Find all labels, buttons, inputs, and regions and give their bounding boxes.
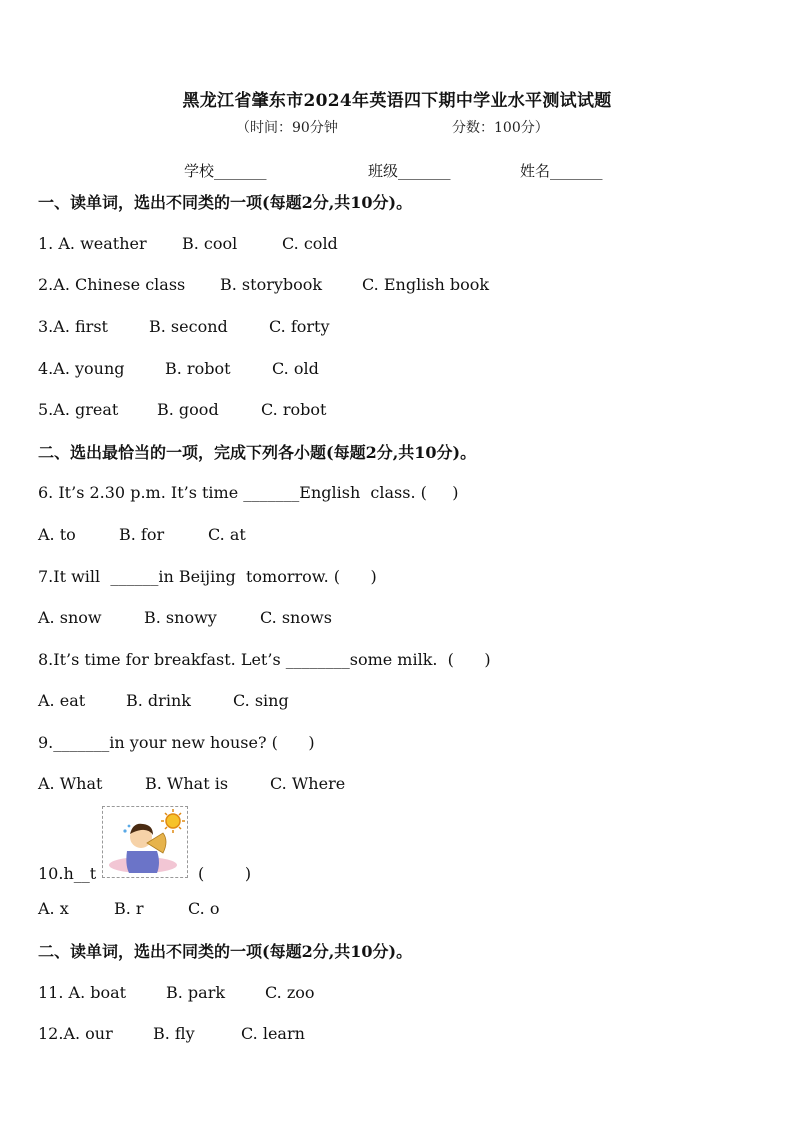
question-8-options xyxy=(38,691,289,710)
q10-option-b: B. r xyxy=(114,899,144,918)
q2-option-c: C. English book xyxy=(362,275,490,294)
q5-option-c: C. robot xyxy=(261,400,327,419)
q5-option-a: 5.A. great xyxy=(38,400,119,419)
q6-option-a: A. to xyxy=(38,525,76,544)
q4-option-c: C. old xyxy=(272,359,319,378)
q9-option-a: A. What xyxy=(38,774,103,793)
class-field: 班级_______ xyxy=(368,162,451,180)
question-5 xyxy=(38,400,326,419)
q7-option-b: B. snowy xyxy=(144,608,217,627)
q1-option-b: B. cool xyxy=(182,234,238,253)
q2-option-a: 2.A. Chinese class xyxy=(38,275,186,294)
section-1-heading: 一、读单词，选出不同类的一项(每题2分,共10分)。 xyxy=(38,193,413,212)
q8-option-b: B. drink xyxy=(126,691,191,710)
q4-option-b: B. robot xyxy=(165,359,231,378)
q1-option-c: C. cold xyxy=(282,234,338,253)
q10-option-a: A. x xyxy=(38,899,69,918)
q8-option-a: A. eat xyxy=(38,691,86,710)
exam-score: 分数：100分） xyxy=(452,120,549,136)
q12-option-b: B. fly xyxy=(153,1024,195,1043)
question-8-stem: 8.It’s time for breakfast. Let’s ________some milk. ( ) xyxy=(38,650,491,669)
q1-option-a: 1. A. weather xyxy=(38,234,147,253)
q3-option-a: 3.A. first xyxy=(38,317,108,336)
q12-option-c: C. learn xyxy=(241,1024,305,1043)
q12-option-a: 12.A. our xyxy=(38,1024,113,1043)
q8-option-c: C. sing xyxy=(233,691,289,710)
hot-boy-picture xyxy=(102,806,188,878)
question-10-options xyxy=(38,899,219,918)
q4-option-a: 4.A. young xyxy=(38,359,125,378)
page-title: 黑龙江省肇东市2024年英语四下期中学业水平测试试题 xyxy=(182,91,612,111)
question-6-stem: 6. It’s 2.30 p.m. It’s time _______English class. ( ) xyxy=(38,483,459,502)
question-6-options xyxy=(38,525,246,544)
question-10-stem: 10.h__t xyxy=(38,864,97,883)
q7-option-a: A. snow xyxy=(38,608,102,627)
q11-option-a: 11. A. boat xyxy=(38,983,127,1002)
q6-option-b: B. for xyxy=(119,525,165,544)
question-9-options xyxy=(38,774,345,793)
q2-option-b: B. storybook xyxy=(220,275,323,294)
question-2 xyxy=(38,275,489,294)
section-3-heading: 二、读单词，选出不同类的一项(每题2分,共10分)。 xyxy=(38,942,413,961)
question-7-options xyxy=(38,608,332,627)
question-12 xyxy=(38,1024,305,1043)
question-3 xyxy=(38,317,330,336)
q9-option-b: B. What is xyxy=(145,774,229,793)
question-9-stem: 9._______in your new house? ( ) xyxy=(38,733,315,752)
q9-option-c: C. Where xyxy=(270,774,346,793)
q3-option-b: B. second xyxy=(149,317,228,336)
q7-option-c: C. snows xyxy=(260,608,332,627)
q11-option-b: B. park xyxy=(166,983,226,1002)
question-1 xyxy=(38,234,338,253)
section-2-heading: 二、选出最恰当的一项，完成下列各小题(每题2分,共10分)。 xyxy=(38,443,477,462)
question-11 xyxy=(38,983,315,1002)
hot-boy-with-fan-icon xyxy=(103,807,187,877)
school-field: 学校_______ xyxy=(184,162,267,180)
q3-option-c: C. forty xyxy=(269,317,330,336)
q11-option-c: C. zoo xyxy=(265,983,315,1002)
exam-time: （时间：90分钟 xyxy=(236,120,338,136)
q10-option-c: C. o xyxy=(188,899,220,918)
question-7-stem: 7.It will ______in Beijing tomorrow. ( ) xyxy=(38,567,377,586)
question-4 xyxy=(38,359,319,378)
name-field: 姓名_______ xyxy=(520,162,603,180)
q5-option-b: B. good xyxy=(157,400,219,419)
question-10-answer-paren: ( ) xyxy=(198,864,252,883)
q6-option-c: C. at xyxy=(208,525,246,544)
sun-icon xyxy=(161,809,185,833)
